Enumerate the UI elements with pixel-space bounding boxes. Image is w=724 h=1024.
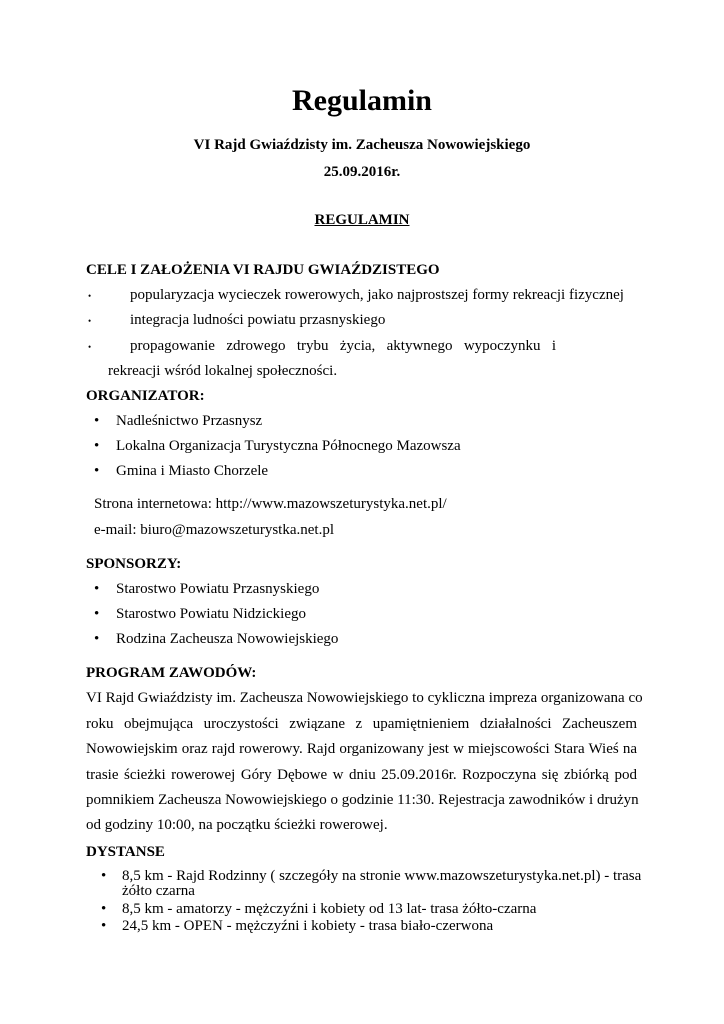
program-line-4: trasie ścieżki rowerowej Góry Dębowe w dniu 25.09.2016r. Rozpoczyna się zbiórką pod [86,767,637,783]
goals-heading: CELE I ZAŁOŻENIA VI RAJDU GWIAŹDZISTEGO [86,262,440,278]
goals-item-3-word: aktywnego [386,338,453,354]
organizer-item-2: Lokalna Organizacja Turystyczna Północnego Mazowsza [116,438,461,454]
organizer-heading: ORGANIZATOR: [86,388,205,404]
section-label: REGULAMIN [314,212,410,228]
distances-bullet-1: • [101,868,107,884]
organizer-item-1: Nadleśnictwo Przasnysz [116,413,263,429]
distances-bullet-2: • [101,901,107,917]
sponsors-bullet-3: • [94,631,100,647]
distances-heading: DYSTANSE [86,844,165,860]
page-title: Regulamin [291,84,432,117]
goals-item-2: integracja ludności powiatu przasnyskiego [130,312,386,328]
sponsors-item-2: Starostwo Powiatu Nidzickiego [116,606,306,622]
program-line-5: pomnikiem Zacheusza Nowowiejskiego o godzinie 11:30. Rejestracja zawodników i drużyn [86,792,639,808]
organizer-bullet-1: • [94,413,100,429]
organizer-item-3: Gmina i Miasto Chorzele [116,463,269,479]
organizer-bullet-2: • [94,438,100,454]
goals-item-3 [130,338,556,355]
event-name: VI Rajd Gwiaździsty im. Zacheusza Nowowiejskiego [193,137,531,153]
goals-bullet-1: • [88,291,92,301]
program-line-1: VI Rajd Gwiaździsty im. Zacheusza Nowowiejskiego to cykliczna impreza organizowana co [86,690,643,706]
program-line-3: Nowowiejskim oraz rajd rowerowy. Rajd organizowany jest w miejscowości Stara Wieś na [86,741,637,757]
sponsors-bullet-2: • [94,606,100,622]
goals-item-3-word: wypoczynku [463,338,541,354]
organizer-website: Strona internetowa: http://www.mazowszeturystyka.net.pl/ [94,496,447,512]
organizer-bullet-3: • [94,463,100,479]
goals-item-3-continued: rekreacji wśród lokalnej społeczności. [108,363,338,379]
goals-item-3-word: życia, [339,338,376,354]
distances-item-3: 24,5 km - OPEN - mężczyźni i kobiety - trasa biało-czerwona [122,918,494,934]
distances-bullet-3: • [101,918,107,934]
sponsors-item-3: Rodzina Zacheusza Nowowiejskiego [116,631,339,647]
goals-item-3-word: propagowanie [130,338,215,354]
event-date: 25.09.2016r. [323,164,401,180]
goals-bullet-3: • [88,342,92,352]
distances-item-2: 8,5 km - amatorzy - mężczyźni i kobiety od 13 lat- trasa żółto-czarna [122,901,537,917]
distances-item-1: 8,5 km - Rajd Rodzinny ( szczegóły na stronie www.mazowszeturystyka.net.pl) - trasa [122,868,642,884]
goals-item-3-word: zdrowego [226,338,286,354]
sponsors-bullet-1: • [94,581,100,597]
sponsors-heading: SPONSORZY: [86,556,182,572]
program-heading: PROGRAM ZAWODÓW: [86,665,257,681]
distances-item-1-continued: żółto czarna [122,883,195,899]
goals-item-3-word: i [551,338,556,354]
program-line-2: roku obejmująca uroczystości związane z upamiętnieniem działalności Zacheuszem [86,716,637,732]
organizer-email: e-mail: biuro@mazowszeturystka.net.pl [94,522,334,538]
program-line-6: od godziny 10:00, na początku ścieżki rowerowej. [86,817,388,833]
goals-item-3-word: trybu [296,338,329,354]
goals-bullet-2: • [88,316,92,326]
goals-item-1: popularyzacja wycieczek rowerowych, jako najprostszej formy rekreacji fizycznej [130,287,624,303]
sponsors-item-1: Starostwo Powiatu Przasnyskiego [116,581,320,597]
